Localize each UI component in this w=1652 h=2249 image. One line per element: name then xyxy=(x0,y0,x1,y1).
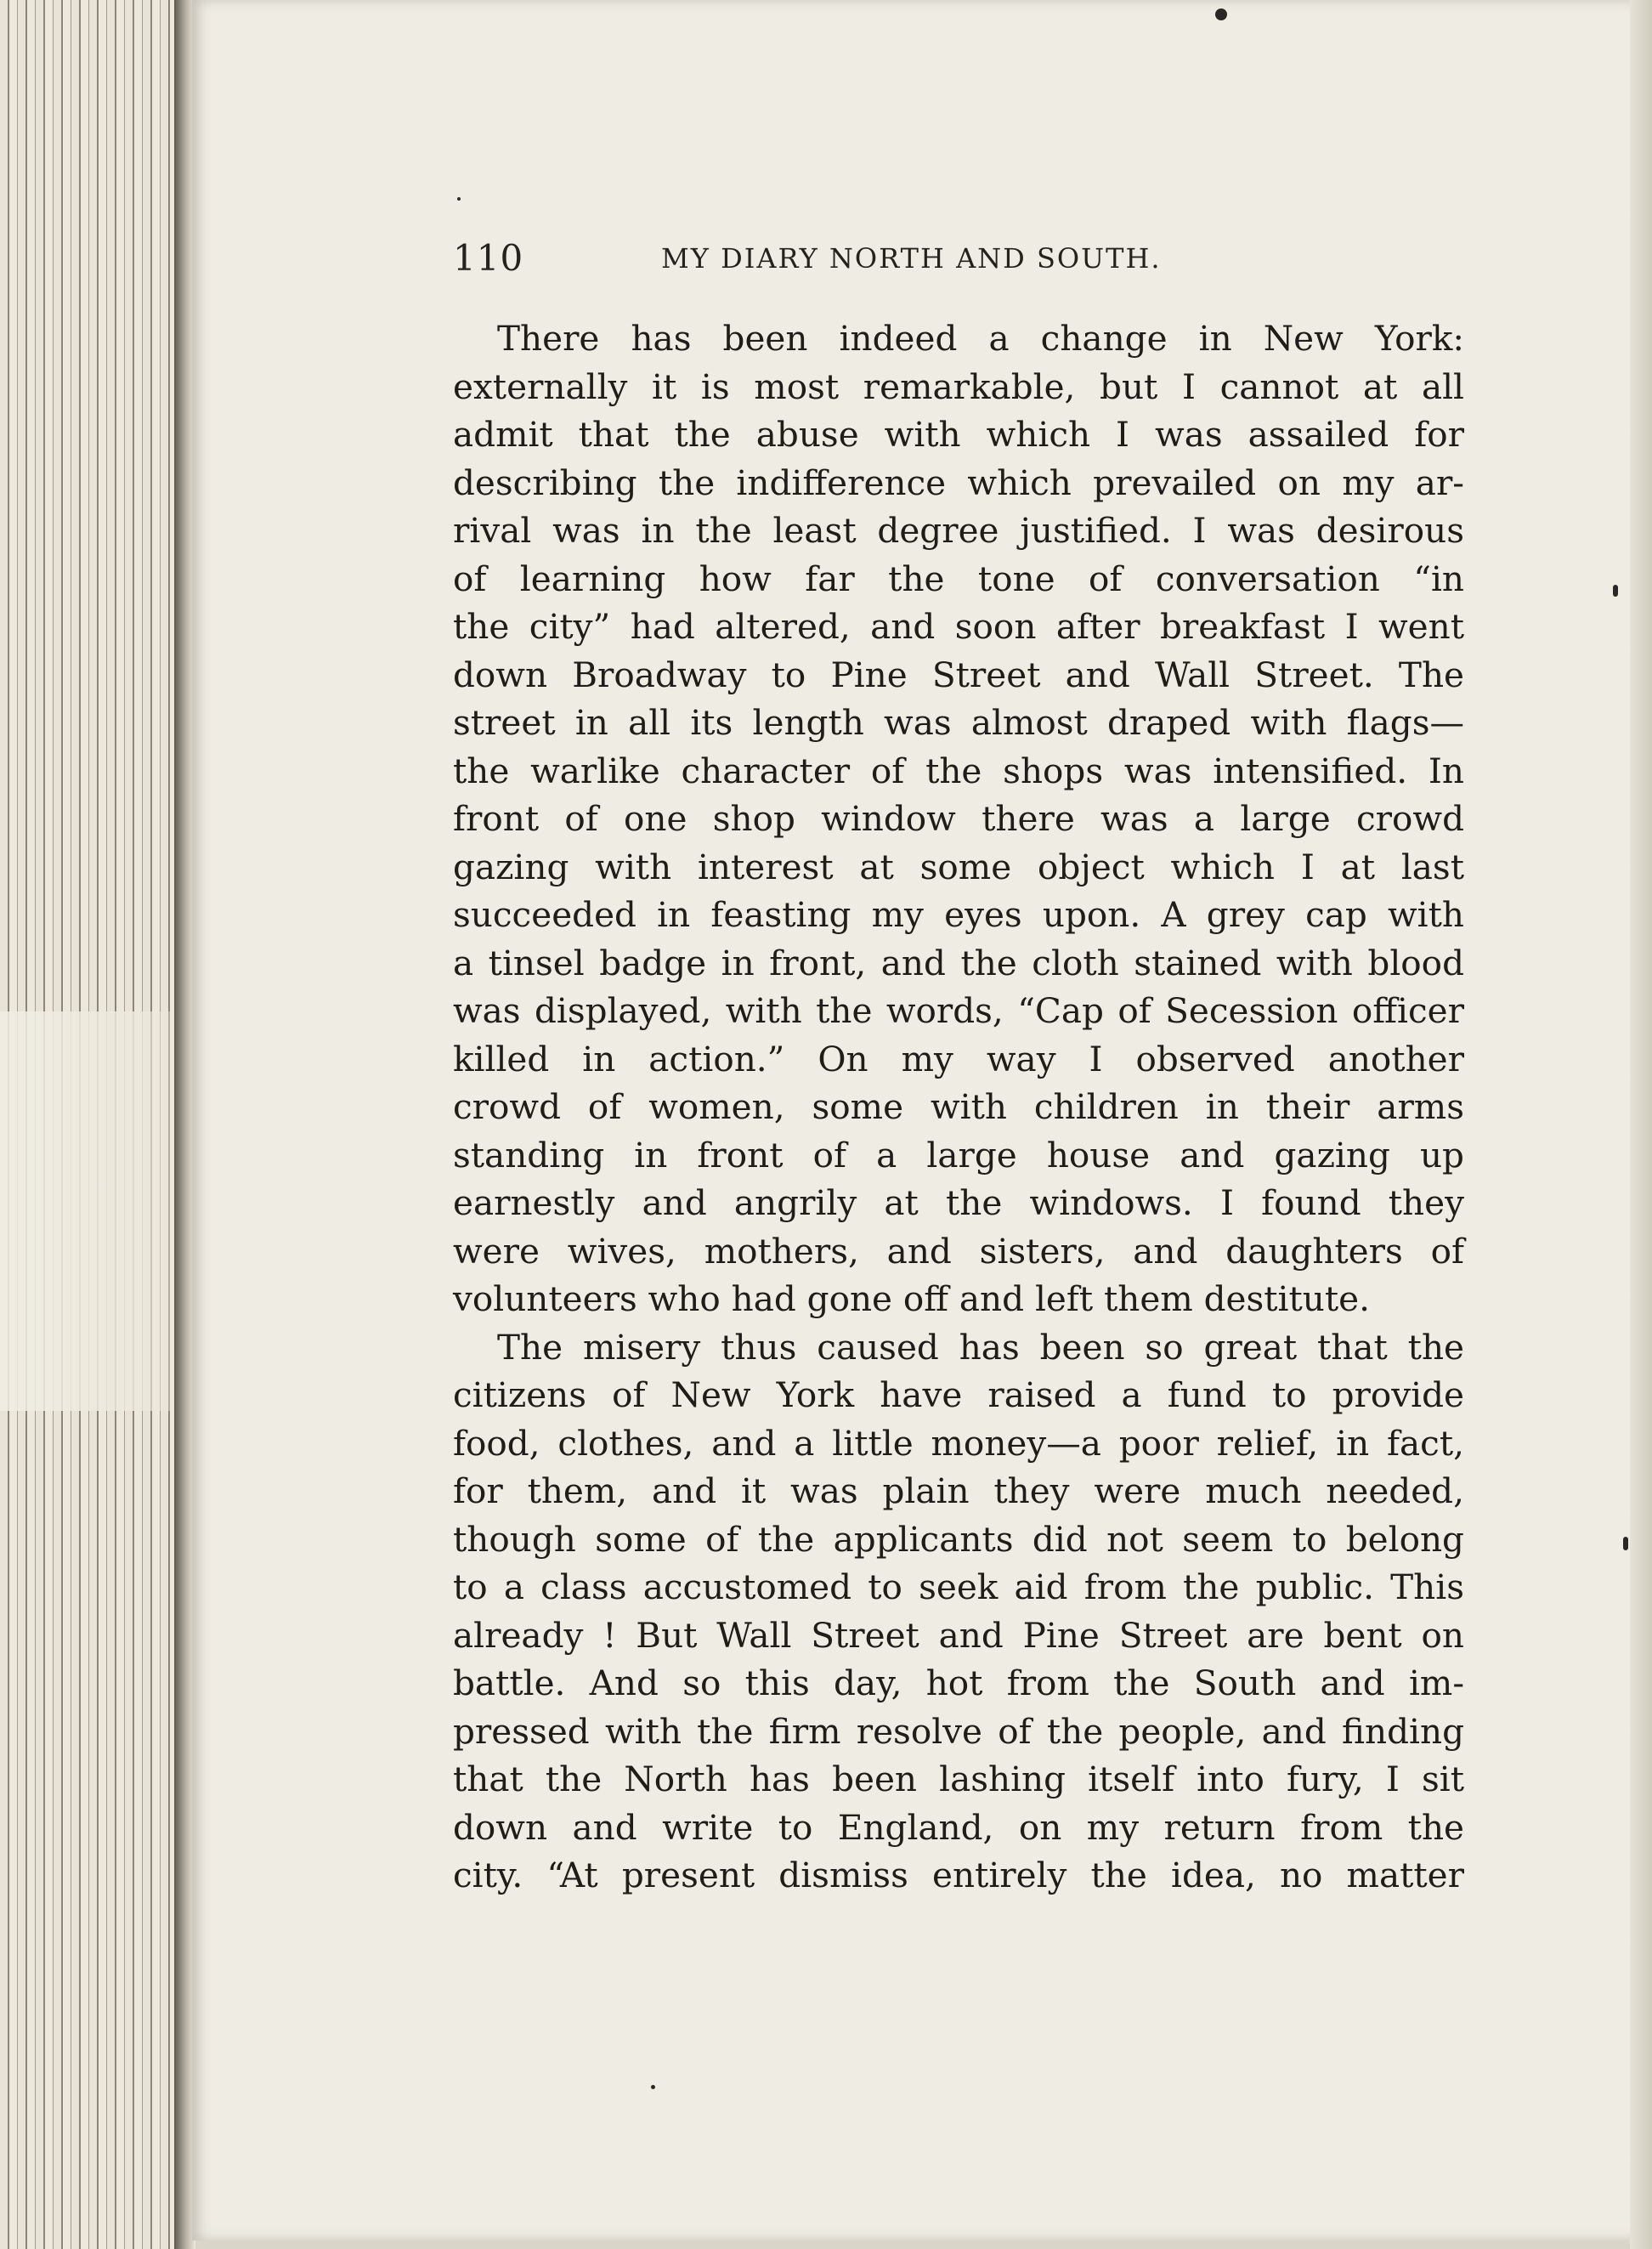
text-line: succeeded in feasting my eyes upon. A grey cap with xyxy=(453,894,1464,935)
text-line: rival was in the least degree justified. I was desirous xyxy=(453,510,1464,551)
running-header xyxy=(453,237,1464,280)
ink-speck xyxy=(1623,1537,1628,1550)
text-line: gazing with interest at some object which I at last xyxy=(453,846,1464,887)
text-line: The misery thus caused has been so great that the xyxy=(497,1326,1464,1368)
text-line: standing in front of a large house and gazing up xyxy=(453,1134,1464,1175)
text-line: that the North has been lashing itself into fury, I sit xyxy=(453,1759,1464,1799)
text-line: There has been indeed a change in New York: xyxy=(497,318,1464,359)
ink-speck xyxy=(651,2085,655,2089)
text-line: though some of the applicants did not seem to belong xyxy=(453,1518,1464,1560)
text-line: of learning how far the tone of conversation “in xyxy=(453,558,1464,599)
text-line: the city” had altered, and soon after breakfast I went xyxy=(453,606,1464,647)
page-number: 110 xyxy=(453,237,524,279)
text-line: down and write to England, on my return from the xyxy=(453,1806,1464,1848)
text-line: admit that the abuse with which I was assailed for xyxy=(453,414,1464,455)
text-line: the warlike character of the shops was intensified. In xyxy=(453,750,1464,791)
text-line: externally it is most remarkable, but I cannot at all xyxy=(453,365,1464,407)
stacked-page-edges xyxy=(0,0,195,2249)
text-line: already ! But Wall Street and Pine Street are bent on xyxy=(453,1614,1464,1656)
right-page-edge xyxy=(1630,0,1652,2249)
text-line: street in all its length was almost draped with flags— xyxy=(453,702,1464,743)
text-line: a tinsel badge in front, and the cloth stained with blood xyxy=(453,942,1464,983)
text-line: battle. And so this day, hot from the South and im- xyxy=(453,1663,1464,1703)
text-line: city. “At present dismiss entirely the idea, no matter xyxy=(453,1855,1464,1895)
text-line: volunteers who had gone off and left them destitute. xyxy=(453,1278,1370,1319)
text-line: was displayed, with the words, “Cap of Secession officer xyxy=(453,990,1464,1031)
text-line: pressed with the firm resolve of the people, and finding xyxy=(453,1710,1464,1752)
text-line: crowd of women, some with children in their arms xyxy=(453,1086,1464,1127)
ink-speck xyxy=(1215,8,1227,20)
body-text xyxy=(453,314,1464,1900)
ink-speck xyxy=(457,197,461,201)
text-line: describing the indifference which prevailed on my ar- xyxy=(453,462,1464,503)
ink-speck xyxy=(1613,585,1618,597)
text-line: to a class accustomed to seek aid from the public. This xyxy=(453,1566,1464,1607)
text-line: killed in action.” On my way I observed another xyxy=(453,1038,1464,1079)
running-title: MY DIARY NORTH AND SOUTH. xyxy=(661,242,1162,275)
text-line: earnestly and angrily at the windows. I found they xyxy=(453,1182,1464,1223)
text-line: front of one shop window there was a large crowd xyxy=(453,798,1464,839)
text-line: for them, and it was plain they were much needed, xyxy=(453,1470,1464,1511)
text-line: were wives, mothers, and sisters, and daughters of xyxy=(453,1230,1464,1272)
text-line: citizens of New York have raised a fund to provide xyxy=(453,1374,1464,1415)
text-line: down Broadway to Pine Street and Wall Street. The xyxy=(453,654,1464,695)
text-line: food, clothes, and a little money—a poor relief, in fact, xyxy=(453,1422,1464,1464)
